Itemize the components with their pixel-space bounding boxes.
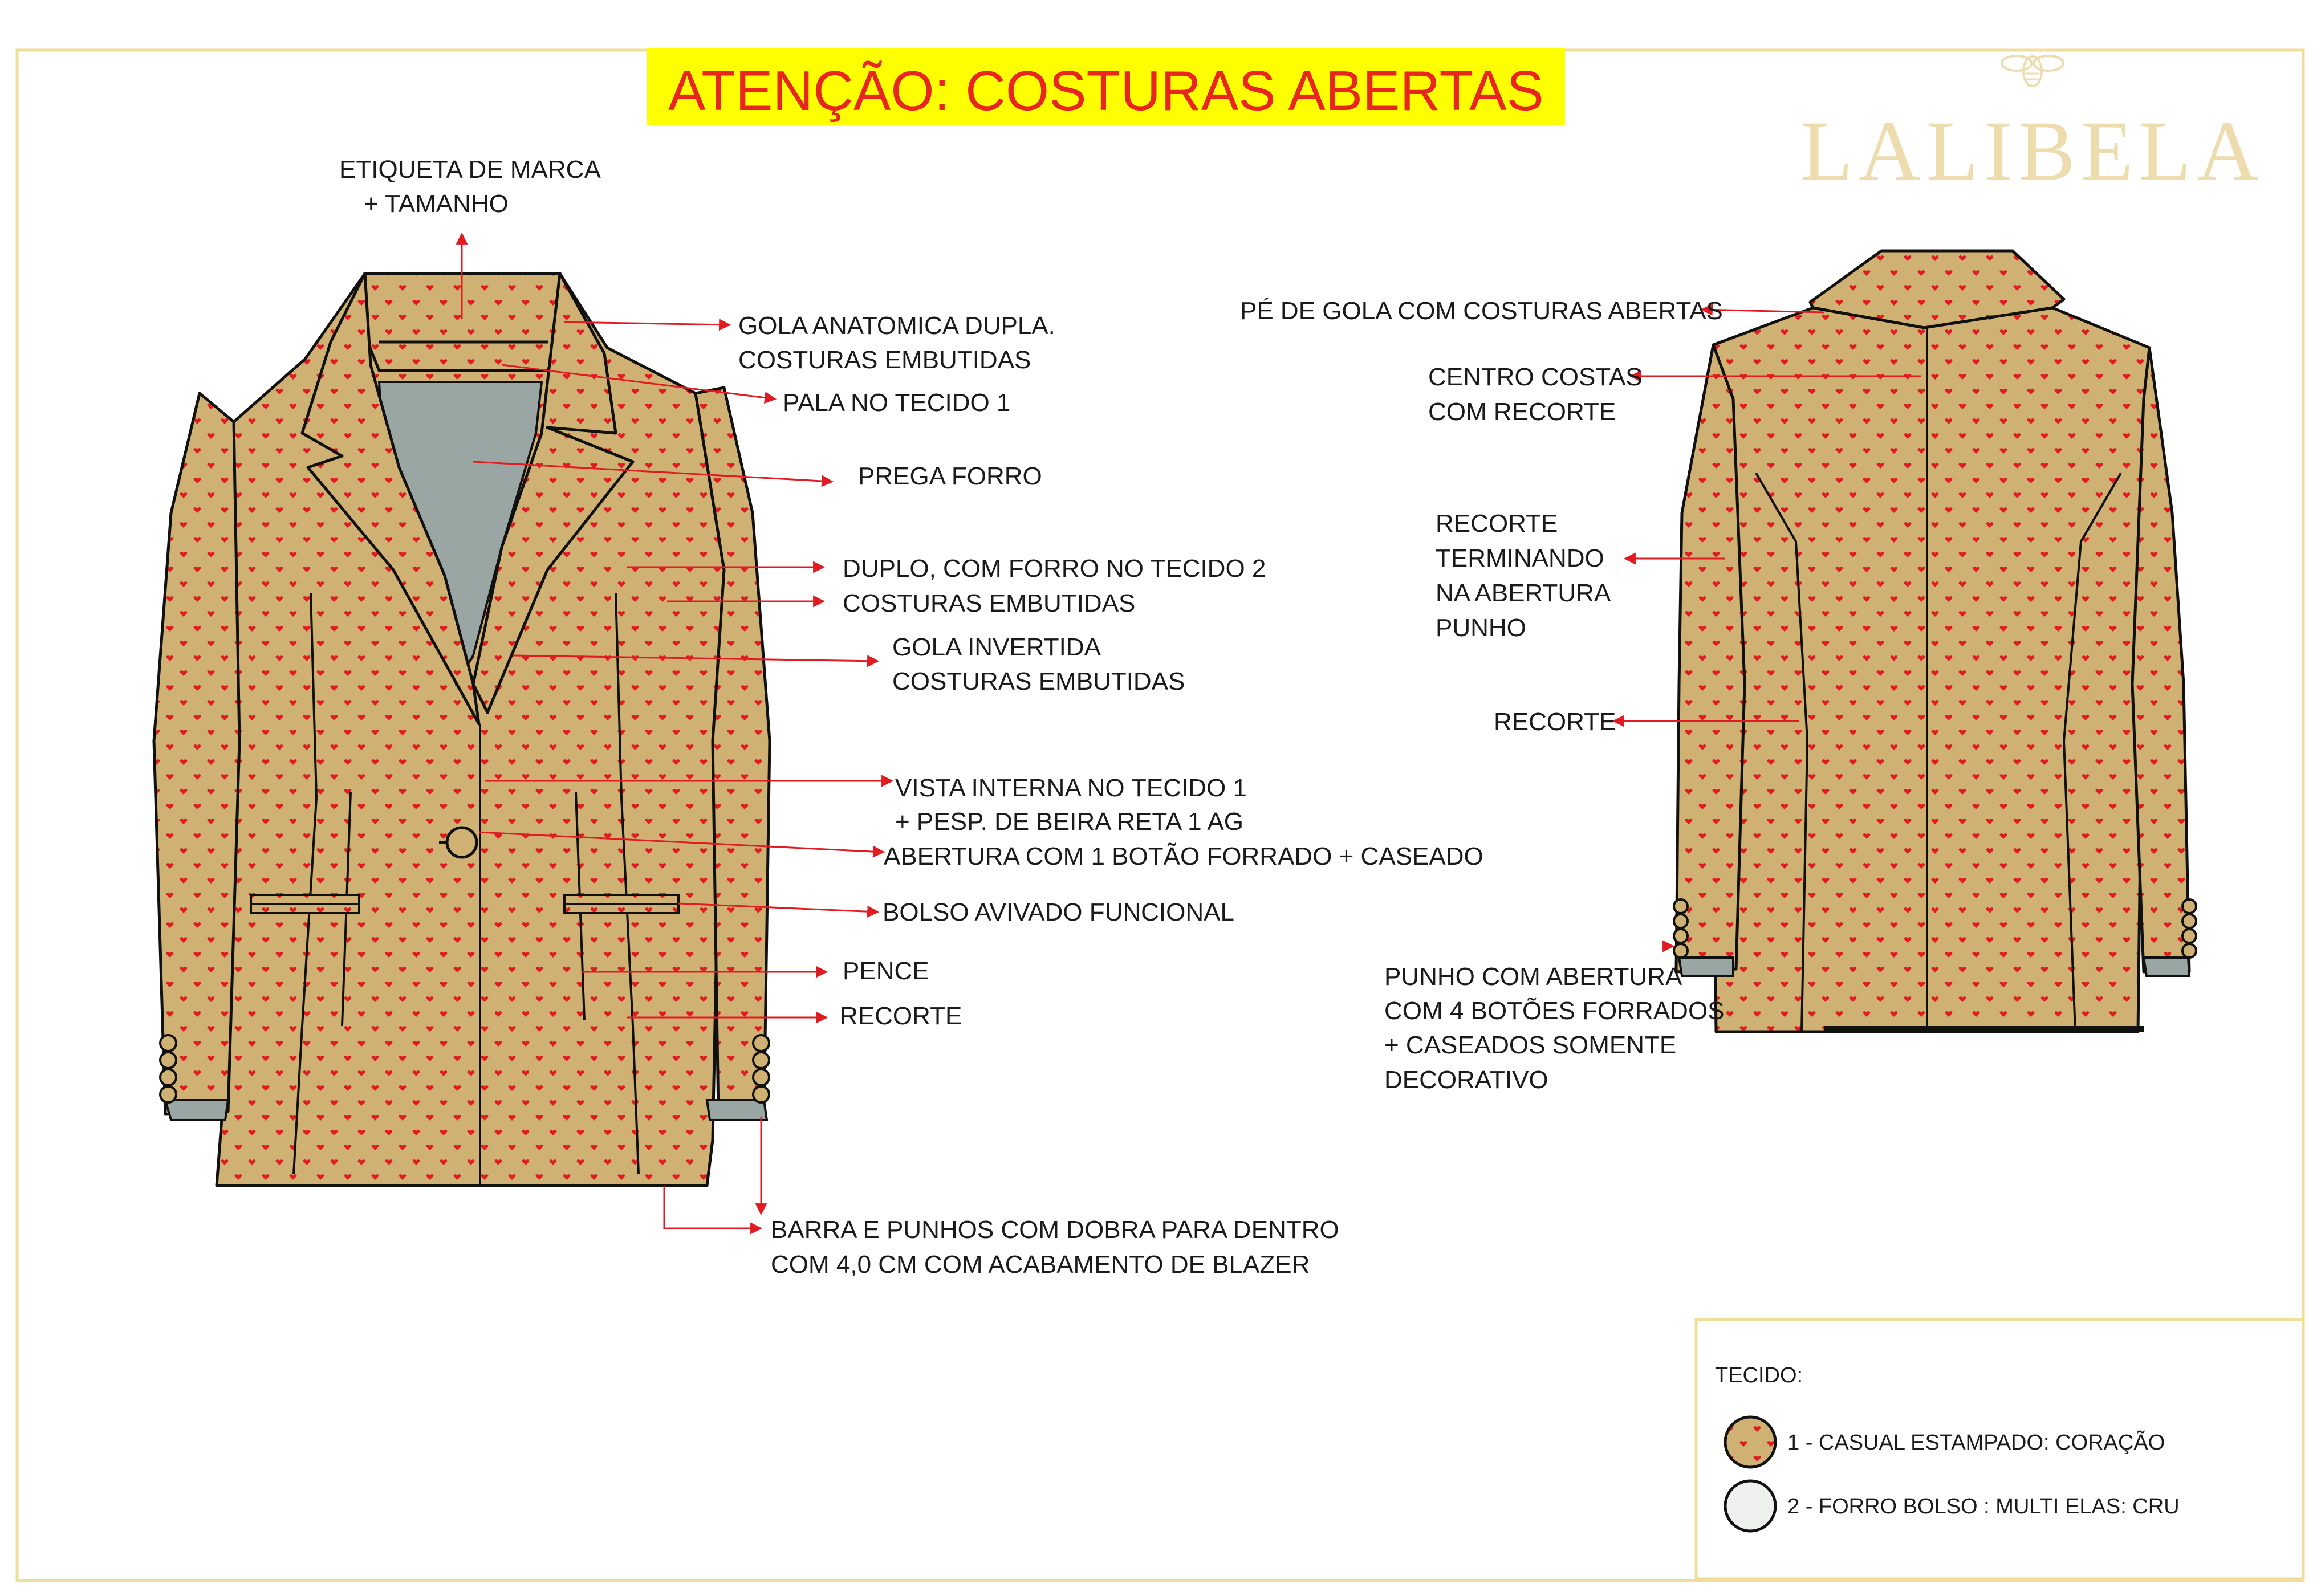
label-punho-2: COM 4 BOTÕES FORRADOS [1384, 997, 1725, 1025]
label-punho-3: + CASEADOS SOMENTE [1384, 1031, 1677, 1059]
label-pence: PENCE [843, 957, 929, 985]
front-left-cuff-lining [165, 1100, 228, 1120]
bee-icon [2002, 56, 2063, 86]
front-jacket [154, 274, 770, 1186]
label-etiqueta-2: + TAMANHO [364, 190, 509, 218]
label-gola-anatomica-1: GOLA ANATOMICA DUPLA. [738, 312, 1055, 340]
back-jacket [1674, 251, 2196, 1032]
page-title: ATENÇÃO: COSTURAS ABERTAS [668, 59, 1544, 122]
label-abertura: ABERTURA COM 1 BOTÃO FORRADO + CASEADO [884, 842, 1483, 870]
back-label-text [1240, 297, 1725, 1094]
label-recorte-punho-2: TERMINANDO [1436, 544, 1604, 572]
label-bolso: BOLSO AVIVADO FUNCIONAL [883, 898, 1234, 926]
back-right-sleeve [2132, 348, 2189, 972]
label-recorte-back: RECORTE [1494, 708, 1616, 736]
legend-item-2: 2 - FORRO BOLSO : MULTI ELAS: CRU [1787, 1495, 2180, 1518]
back-right-cuff-lining [2144, 958, 2189, 976]
label-recorte-punho-3: NA ABERTURA [1436, 579, 1611, 607]
front-left-sleeve [154, 393, 239, 1114]
fabric-legend [1696, 1320, 2303, 1579]
label-punho-4: DECORATIVO [1384, 1066, 1548, 1094]
legend-swatch-fabric [1725, 1417, 1775, 1467]
brand-logo: LALIBELA [1800, 104, 2265, 198]
label-prega-forro: PREGA FORRO [858, 462, 1042, 490]
label-recorte-punho-4: PUNHO [1436, 614, 1526, 642]
label-recorte-punho-1: RECORTE [1436, 510, 1558, 538]
legend-heading: TECIDO: [1715, 1363, 1803, 1387]
label-barra-2: COM 4,0 CM COM ACABAMENTO DE BLAZER [771, 1251, 1310, 1279]
label-gola-invertida-2: COSTURAS EMBUTIDAS [892, 667, 1185, 695]
label-pe-de-gola: PÉ DE GOLA COM COSTURAS ABERTAS [1240, 297, 1723, 325]
label-recorte-front: RECORTE [840, 1002, 962, 1030]
label-duplo: DUPLO, COM FORRO NO TECIDO 2 [843, 555, 1266, 583]
label-punho-1: PUNHO COM ABERTURA [1384, 963, 1682, 991]
front-right-cuff-lining [707, 1100, 767, 1120]
front-collar-stand [365, 274, 564, 370]
legend-swatch-lining [1725, 1481, 1775, 1531]
label-etiqueta-1: ETIQUETA DE MARCA [339, 156, 601, 184]
label-vista-2: + PESP. DE BEIRA RETA 1 AG [895, 808, 1243, 836]
back-left-sleeve [1676, 345, 1745, 972]
legend-item-1: 1 - CASUAL ESTAMPADO: CORAÇÃO [1787, 1431, 2165, 1455]
label-gola-anatomica-2: COSTURAS EMBUTIDAS [738, 346, 1031, 374]
label-vista-1: VISTA INTERNA NO TECIDO 1 [895, 774, 1247, 802]
label-centro-costas-2: COM RECORTE [1428, 398, 1616, 426]
back-body [1710, 308, 2149, 1032]
back-left-cuff-lining [1679, 958, 1733, 976]
label-pala: PALA NO TECIDO 1 [783, 389, 1011, 417]
label-barra-1: BARRA E PUNHOS COM DOBRA PARA DENTRO [771, 1216, 1339, 1244]
label-costuras-embutidas: COSTURAS EMBUTIDAS [843, 589, 1136, 617]
front-button [447, 828, 477, 857]
label-centro-costas-1: CENTRO COSTAS [1428, 363, 1643, 391]
label-gola-invertida-1: GOLA INVERTIDA [892, 633, 1101, 661]
